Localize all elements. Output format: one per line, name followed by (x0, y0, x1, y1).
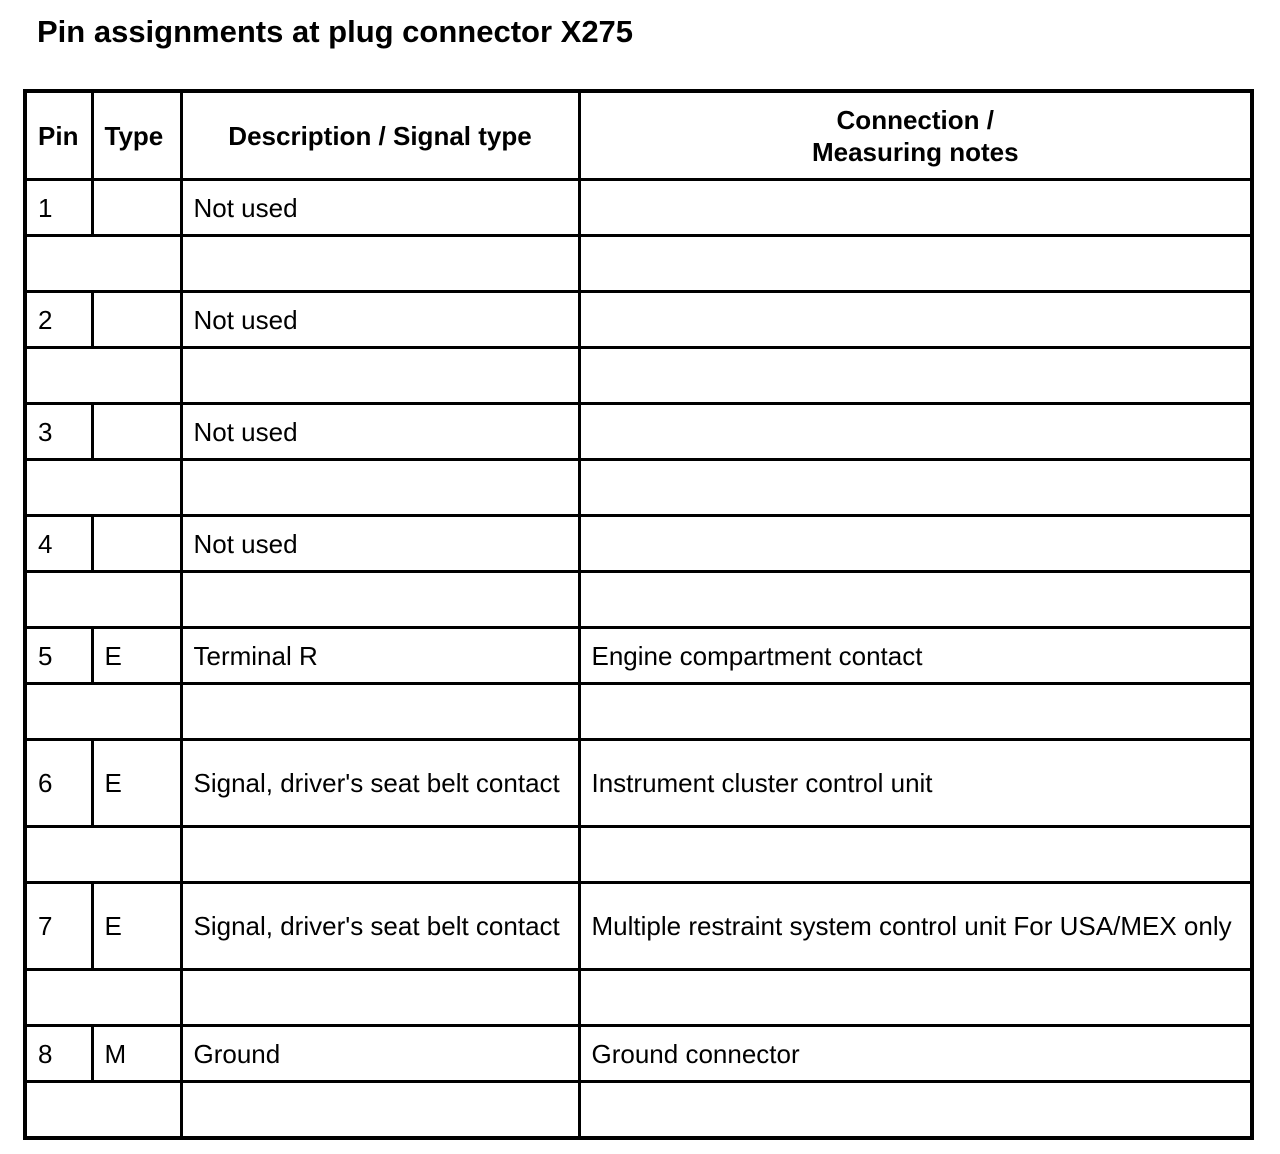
spacer-cell (181, 348, 579, 404)
header-description: Description / Signal type (181, 91, 579, 180)
connection-cell: Instrument cluster control unit (579, 740, 1252, 827)
spacer-cell (181, 572, 579, 628)
type-cell (92, 516, 181, 572)
connection-cell (579, 404, 1252, 460)
header-type: Type (92, 91, 181, 180)
pin-assignment-table (23, 89, 1254, 1140)
spacer-cell (25, 236, 181, 292)
spacer-cell (25, 970, 181, 1026)
header-connection (579, 91, 1252, 180)
spacer-row (25, 460, 1252, 516)
spacer-cell (25, 684, 181, 740)
pin-cell: 7 (25, 883, 92, 970)
spacer-cell (181, 827, 579, 883)
spacer-cell (25, 348, 181, 404)
spacer-cell (579, 572, 1252, 628)
page-title: Pin assignments at plug connector X275 (37, 14, 634, 49)
type-cell (92, 292, 181, 348)
spacer-cell (579, 460, 1252, 516)
description-cell: Signal, driver's seat belt contact (181, 740, 579, 827)
description-cell: Not used (181, 404, 579, 460)
spacer-cell (181, 970, 579, 1026)
description-cell: Not used (181, 180, 579, 236)
type-cell: E (92, 883, 181, 970)
spacer-cell (181, 236, 579, 292)
spacer-row (25, 684, 1252, 740)
spacer-row (25, 236, 1252, 292)
pin-cell: 4 (25, 516, 92, 572)
type-cell (92, 180, 181, 236)
description-cell: Terminal R (181, 628, 579, 684)
spacer-cell (579, 827, 1252, 883)
spacer-cell (25, 460, 181, 516)
table-row (25, 883, 1252, 970)
spacer-row (25, 1082, 1252, 1139)
spacer-cell (181, 460, 579, 516)
spacer-cell (579, 1082, 1252, 1139)
spacer-cell (25, 827, 181, 883)
spacer-cell (25, 1082, 181, 1139)
table-row (25, 404, 1252, 460)
connection-cell (579, 180, 1252, 236)
table-header-row (25, 91, 1252, 180)
table-row (25, 516, 1252, 572)
table-row (25, 1026, 1252, 1082)
spacer-cell (579, 236, 1252, 292)
table-row (25, 180, 1252, 236)
description-cell: Ground (181, 1026, 579, 1082)
spacer-row (25, 827, 1252, 883)
type-cell: E (92, 628, 181, 684)
spacer-row (25, 348, 1252, 404)
pin-cell: 2 (25, 292, 92, 348)
table-row (25, 628, 1252, 684)
connection-cell: Multiple restraint system control unit For USA/MEX only (579, 883, 1252, 970)
connection-cell (579, 292, 1252, 348)
spacer-cell (25, 572, 181, 628)
pin-cell: 1 (25, 180, 92, 236)
pin-cell: 3 (25, 404, 92, 460)
connection-cell (579, 516, 1252, 572)
pin-cell: 5 (25, 628, 92, 684)
spacer-cell (579, 684, 1252, 740)
type-cell (92, 404, 181, 460)
description-cell: Not used (181, 516, 579, 572)
header-connection-line2: Measuring notes (811, 136, 1019, 167)
spacer-cell (579, 348, 1252, 404)
spacer-cell (181, 1082, 579, 1139)
table-row (25, 292, 1252, 348)
spacer-row (25, 970, 1252, 1026)
connection-cell: Engine compartment contact (579, 628, 1252, 684)
description-cell: Signal, driver's seat belt contact (181, 883, 579, 970)
table-row (25, 740, 1252, 827)
type-cell: M (92, 1026, 181, 1082)
header-pin: Pin (25, 91, 92, 180)
spacer-cell (579, 970, 1252, 1026)
spacer-cell (181, 684, 579, 740)
connection-cell: Ground connector (579, 1026, 1252, 1082)
header-connection-line1: Connection / (836, 104, 994, 135)
pin-cell: 6 (25, 740, 92, 827)
spacer-row (25, 572, 1252, 628)
pin-cell: 8 (25, 1026, 92, 1082)
type-cell: E (92, 740, 181, 827)
description-cell: Not used (181, 292, 579, 348)
